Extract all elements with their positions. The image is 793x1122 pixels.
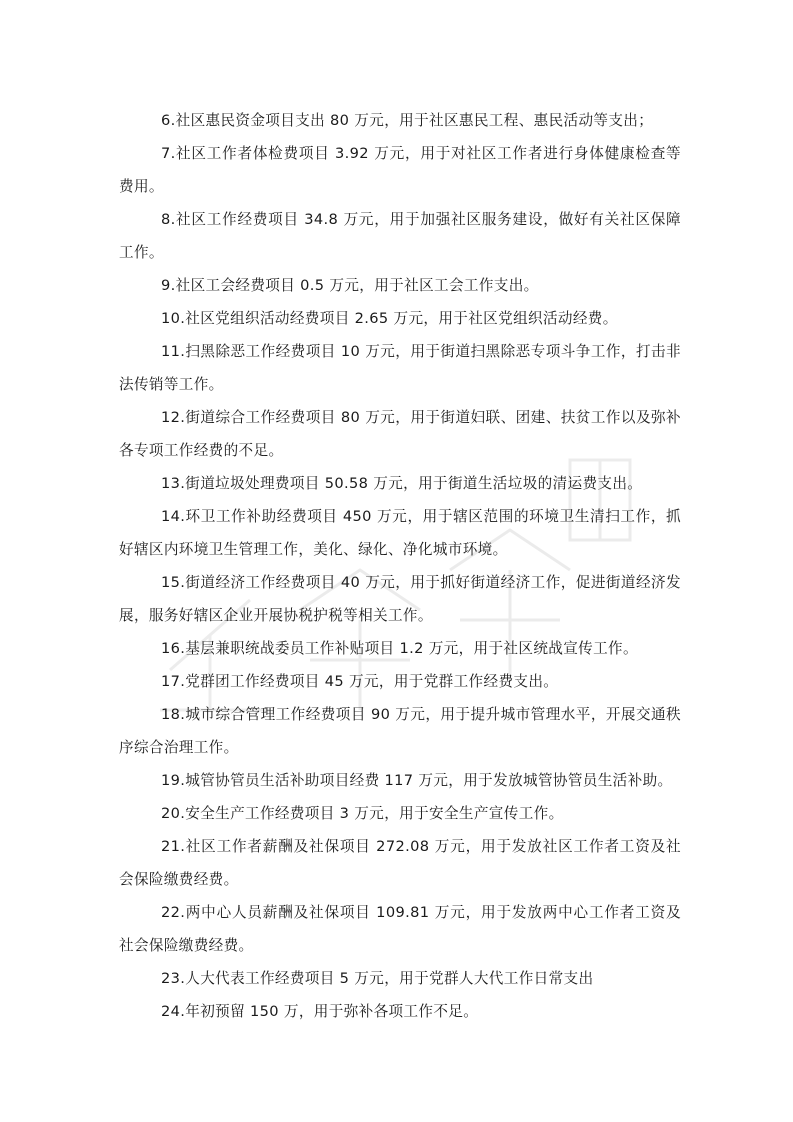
budget-item: 6.社区惠民资金项目支出 80 万元，用于社区惠民工程、惠民活动等支出； (161, 112, 654, 129)
budget-item: 11.扫黑除恶工作经费项目 10 万元，用于街道扫黑除恶专项斗争工作，打击非法传销等工作。 (119, 343, 681, 393)
budget-item: 8.社区工作经费项目 34.8 万元，用于加强社区服务建设，做好有关社区保障工作。 (119, 211, 681, 261)
budget-item: 19.城管协管员生活补助项目经费 117 万元，用于发放城管协管员生活补助。 (161, 772, 673, 789)
document-body (119, 104, 681, 1028)
budget-item: 12.街道综合工作经费项目 80 万元，用于街道妇联、团建、扶贫工作以及弥补各专项工作经费的不足。 (119, 409, 681, 459)
budget-item: 7.社区工作者体检费项目 3.92 万元，用于对社区工作者进行身体健康检查等费用。 (119, 145, 681, 195)
budget-item: 20.安全生产工作经费项目 3 万元，用于安全生产宣传工作。 (161, 805, 564, 822)
budget-item: 23.人大代表工作经费项目 5 万元，用于党群人大代工作日常支出 (161, 970, 594, 987)
budget-item: 9.社区工会经费项目 0.5 万元，用于社区工会工作支出。 (161, 277, 539, 294)
budget-item: 13.街道垃圾处理费项目 50.58 万元，用于街道生活垃圾的清运费支出。 (161, 475, 643, 492)
budget-item: 15.街道经济工作经费项目 40 万元，用于抓好街道经济工作，促进街道经济发展，服务好辖区企业开展协税护税等相关工作。 (119, 574, 681, 624)
budget-item: 22.两中心人员薪酬及社保项目 109.81 万元，用于发放两中心工作者工资及社会保险缴费经费。 (119, 904, 681, 954)
budget-item: 21.社区工作者薪酬及社保项目 272.08 万元，用于发放社区工作者工资及社会保险缴费经费。 (119, 838, 681, 888)
budget-item: 24.年初预留 150 万，用于弥补各项工作不足。 (161, 1003, 479, 1020)
budget-item: 18.城市综合管理工作经费项目 90 万元，用于提升城市管理水平，开展交通秩序综合治理工作。 (119, 706, 681, 756)
budget-item: 17.党群团工作经费项目 45 万元，用于党群工作经费支出。 (161, 673, 559, 690)
budget-item: 14.环卫工作补助经费项目 450 万元，用于辖区范围的环境卫生清扫工作，抓好辖区内环境卫生管理工作，美化、绿化、净化城市环境。 (119, 508, 681, 558)
budget-item: 10.社区党组织活动经费项目 2.65 万元，用于社区党组织活动经费。 (161, 310, 618, 327)
budget-item: 16.基层兼职统战委员工作补贴项目 1.2 万元，用于社区统战宣传工作。 (161, 640, 638, 657)
